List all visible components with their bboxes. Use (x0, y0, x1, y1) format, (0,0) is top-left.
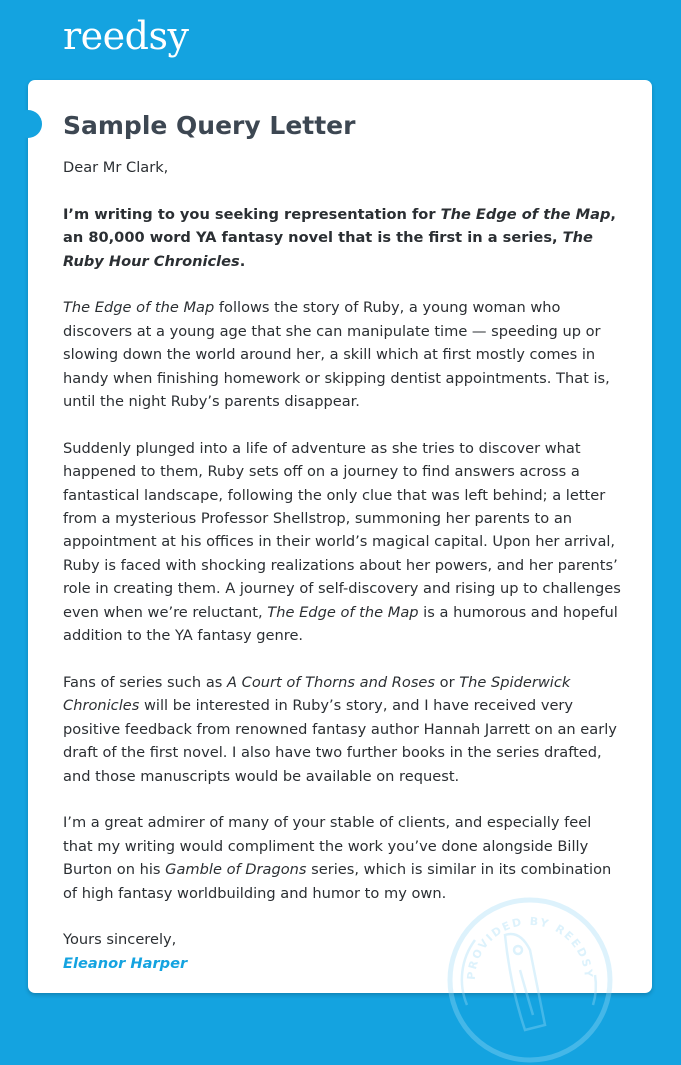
text-segment: I’m writing to you seeking representation for (63, 205, 441, 223)
text-segment: Suddenly plunged into a life of adventure as she tries to discover what happened to them, Ruby sets off on a journey to find answers across a fantastical landscape, following the only clue that was left behind; a letter from a mysterious Professor Shellstrop, summoning her parents to an appointment at his offices in their world’s magical capital. Upon her arrival, Ruby is faced with shocking realizations about her powers, and her parents’ role in creating them. A journey of self-discovery and rising up to challenges even when we’re reluctant, (63, 439, 621, 621)
page-title: Sample Query Letter (63, 111, 356, 140)
title-italic: The Spiderwick Chronicles (63, 673, 571, 715)
paragraph (63, 203, 623, 273)
provided-by-reedsy-stamp (445, 895, 615, 1065)
text-segment: I’m a great admirer of many of your stable of clients, and especially feel that my writing would compliment the work you’ve done alongside Billy Burton on his (63, 814, 592, 879)
title-italic: The Ruby Hour Chronicles (63, 229, 593, 270)
text-segment: is a humorous and hopeful addition to the YA fantasy genre. (63, 603, 618, 645)
title-italic: A Court of Thorns and Roses (227, 673, 436, 691)
text-segment: or (435, 673, 460, 691)
letter-body (63, 203, 623, 905)
text-segment: will be interested in Ruby’s story, and I have received very positive feedback from renowned fantasy author Hannah Jarrett on an early draft of the first novel. I also have two further books in the series drafted, and those manuscripts would be available on request. (63, 697, 617, 785)
paragraph (63, 811, 623, 905)
text-segment: Fans of series such as (63, 673, 228, 691)
paragraph (63, 437, 623, 648)
text-segment: follows the story of Ruby, a young woman who discovers at a young age that she can manipulate time — speeding up or slowing down the world around her, a skill which at first mostly comes in handy when finishing homework or skipping dentist appointments. That is, until the night Ruby’s parents disappear. (63, 299, 610, 411)
letter-card (28, 80, 652, 993)
title-italic: Gamble of Dragons (165, 861, 307, 879)
stamp-text: PROVIDED BY REEDSY (464, 914, 596, 981)
quill-pen-icon (505, 934, 545, 1030)
text-segment: series, which is similar in its combination of high fantasy worldbuilding and humor to my own. (63, 861, 612, 902)
reedsy-logo: reedsy (63, 14, 189, 58)
signature: Eleanor Harper (63, 954, 188, 972)
title-italic: The Edge of the Map (440, 205, 611, 223)
card-notch (14, 110, 42, 138)
title-italic: The Edge of the Map (63, 299, 215, 317)
closing: Yours sincerely, (63, 931, 177, 949)
paragraph (63, 296, 623, 413)
paragraph (63, 671, 623, 788)
text-segment: , an 80,000 word YA fantasy novel that is the first in a series, (63, 205, 616, 247)
greeting: Dear Mr Clark, (63, 159, 169, 176)
title-italic: The Edge of the Map (267, 603, 419, 621)
letter-content (63, 110, 623, 975)
text-segment: . (239, 252, 246, 270)
